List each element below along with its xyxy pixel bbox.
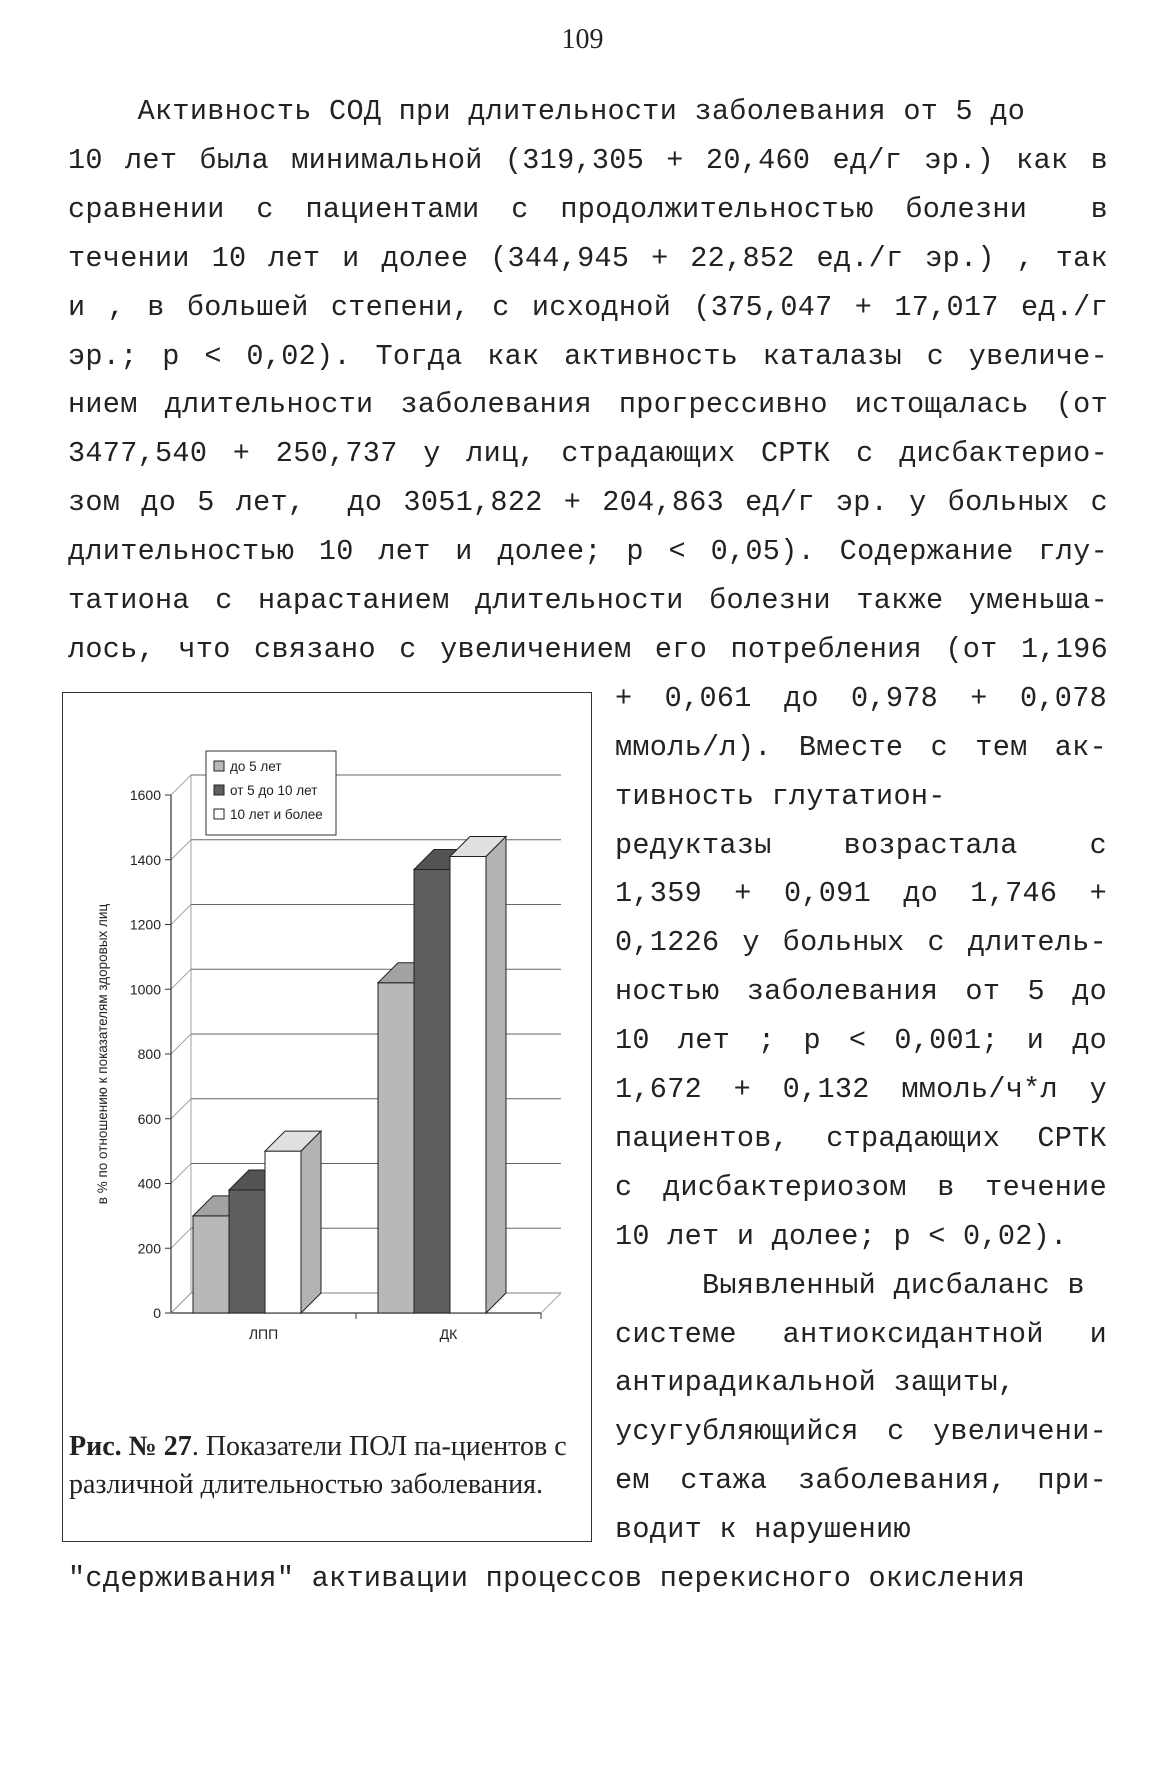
gridline-side xyxy=(171,969,191,989)
y-tick-label: 600 xyxy=(137,1110,161,1127)
legend-label: от 5 до 10 лет xyxy=(230,783,318,798)
text-line: лось, что связано с увеличением его потребления (от 1,196 xyxy=(68,632,1108,666)
text-line: 1,672 + 0,132 ммоль/ч*л у xyxy=(615,1073,1107,1106)
text-line: усугубляющийся с увеличени- xyxy=(615,1415,1107,1449)
text-line: "сдерживания" активации процессов перекисного окисления xyxy=(68,1562,1026,1595)
text-line: 1,359 + 0,091 до 1,746 + xyxy=(615,877,1107,911)
text-line: тивность глутатион- xyxy=(615,779,946,813)
text-line: Активность СОД при длительности заболевания от 5 до xyxy=(68,95,1026,128)
legend-label: 10 лет и более xyxy=(230,807,323,822)
gridline-side xyxy=(171,905,191,925)
legend-swatch xyxy=(214,761,224,771)
text-line: пациентов, страдающих СРТК xyxy=(615,1121,1107,1155)
bar xyxy=(450,857,486,1313)
text-line: и , в большей степени, с исходной (375,047 + 17,017 ед./г xyxy=(68,290,1108,324)
text-line: ем стажа заболевания, при- xyxy=(615,1464,1107,1498)
figure-caption-text: . Показатели ПОЛ па-циентов с различной длительностью заболевания. xyxy=(69,1431,567,1500)
y-tick-label: 1000 xyxy=(129,981,161,998)
bar-side xyxy=(486,837,506,1313)
gridline-side xyxy=(171,1164,191,1184)
bar xyxy=(414,869,450,1313)
y-tick-label: 400 xyxy=(137,1175,161,1192)
text-line: системе антиоксидантной и xyxy=(615,1317,1107,1351)
y-tick-label: 1400 xyxy=(129,851,161,868)
bar-chart xyxy=(63,693,590,1393)
text-line: 0,1226 у больных с длитель- xyxy=(615,926,1107,960)
legend-label: до 5 лет xyxy=(230,759,282,774)
text-line: ностью заболевания от 5 до xyxy=(615,975,1107,1009)
floor-edge xyxy=(171,1293,191,1313)
text-line: 10 лет и долее; р < 0,02). xyxy=(615,1219,1068,1253)
y-tick-label: 0 xyxy=(153,1305,161,1321)
legend-swatch xyxy=(214,785,224,795)
x-tick-label: ДК xyxy=(439,1326,458,1342)
text-line: эр.; р < 0,02). Тогда как активность каталазы с увеличе- xyxy=(68,339,1108,373)
bar xyxy=(229,1190,265,1313)
text-line: ммоль/л). Вместе с тем ак- xyxy=(615,730,1107,764)
y-axis-label: в % по отношению к показателям здоровых лиц xyxy=(95,903,110,1205)
text-line: течении 10 лет и долее (344,945 + 22,852 ед./г эр.) , так xyxy=(68,241,1108,275)
text-line: + 0,061 до 0,978 + 0,078 xyxy=(615,681,1107,715)
text-line: редуктазы возрастала с xyxy=(615,828,1107,862)
text-line: зом до 5 лет, до 3051,822 + 204,863 ед/г эр. у больных с xyxy=(68,486,1108,520)
y-tick-label: 200 xyxy=(137,1240,161,1257)
text-line: 10 лет ; р < 0,001; и до xyxy=(615,1024,1107,1058)
figure-27 xyxy=(62,692,592,1542)
page-number: 109 xyxy=(561,24,604,55)
text-line: нием длительности заболевания прогрессивно истощалась (от xyxy=(68,388,1108,422)
bar xyxy=(265,1151,301,1313)
text-line: антирадикальной защиты, xyxy=(615,1366,1016,1400)
floor-edge xyxy=(541,1293,561,1313)
gridline-side xyxy=(171,775,191,795)
text-line: татиона с нарастанием длительности болезни также уменьша- xyxy=(68,584,1108,617)
gridline-side xyxy=(171,1099,191,1119)
y-tick-label: 1600 xyxy=(129,787,161,803)
text-line: сравнении с пациентами с продолжительностью болезни в xyxy=(68,192,1108,226)
y-tick-label: 800 xyxy=(137,1046,161,1062)
bar-side xyxy=(301,1131,321,1313)
figure-caption xyxy=(69,1428,584,1504)
gridline-side xyxy=(171,1034,191,1054)
bar xyxy=(378,983,414,1313)
text-line: длительностью 10 лет и долее; р < 0,05). Содержание глу- xyxy=(68,535,1108,569)
gridline-side xyxy=(171,840,191,860)
figure-caption-number: Рис. № 27 xyxy=(69,1431,192,1462)
text-line: Выявленный дисбаланс в xyxy=(615,1268,1085,1302)
text-line: водит к нарушению xyxy=(615,1513,911,1547)
gridline-side xyxy=(171,1228,191,1248)
text-line: с дисбактериозом в течение xyxy=(615,1170,1107,1204)
y-tick-label: 1200 xyxy=(129,916,161,933)
x-tick-label: ЛПП xyxy=(248,1326,279,1342)
text-line: 10 лет была минимальной (319,305 + 20,460 ед/г эр.) как в xyxy=(68,143,1108,177)
text-line: 3477,540 + 250,737 у лиц, страдающих СРТК с дисбактерио- xyxy=(68,437,1108,471)
bar xyxy=(193,1216,229,1313)
legend-swatch xyxy=(214,809,224,819)
